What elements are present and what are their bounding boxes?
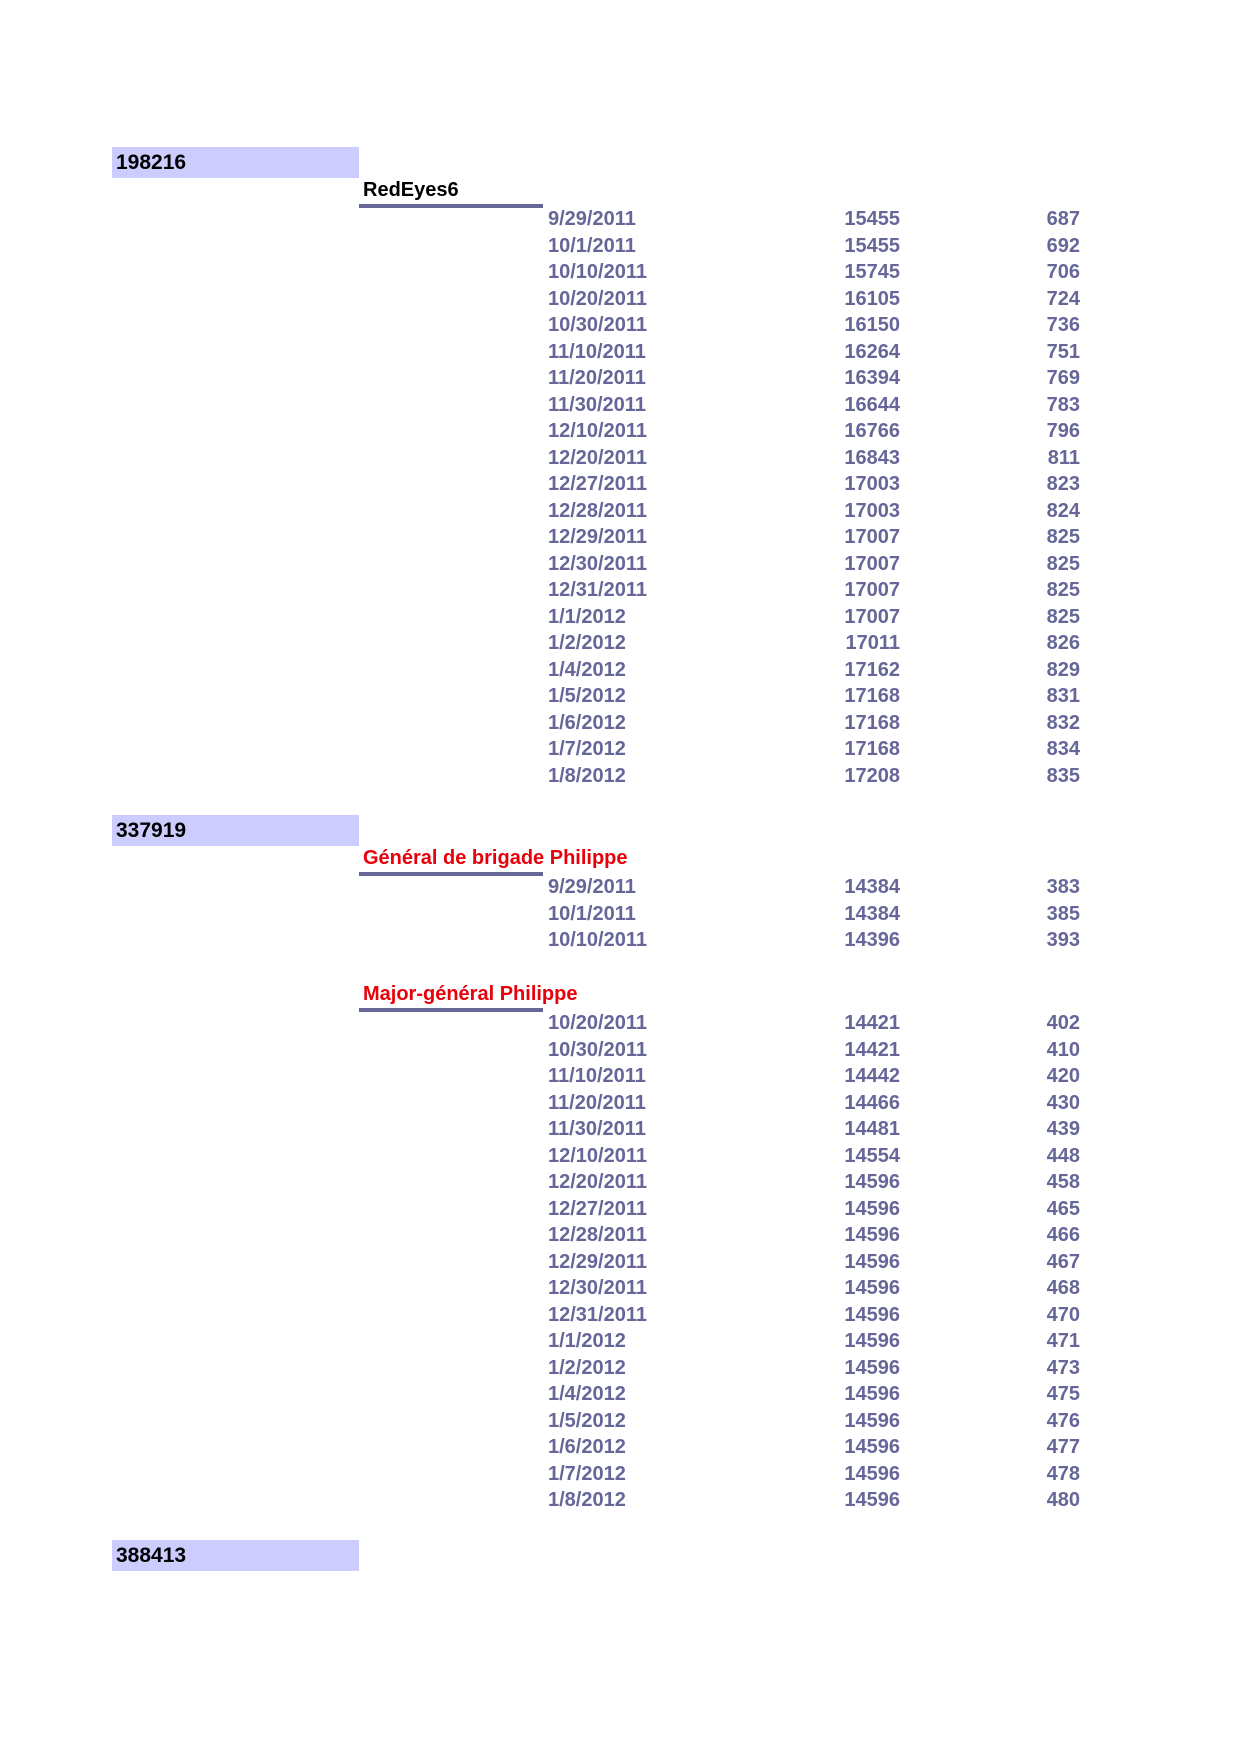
rank-cell: 736 xyxy=(1046,314,1080,336)
rank-cell: 826 xyxy=(1046,632,1080,654)
points-cell: 14596 xyxy=(844,1383,900,1405)
rank-cell: 383 xyxy=(1046,876,1080,898)
points-cell: 14596 xyxy=(844,1250,900,1273)
player-name: RedEyes6 xyxy=(363,179,459,201)
player-rows xyxy=(0,1010,1241,1514)
table-row xyxy=(0,418,1241,445)
group-id-cell: 337919 xyxy=(112,815,359,846)
points-cell: 14596 xyxy=(844,1171,900,1193)
table-row xyxy=(0,498,1241,525)
points-cell: 17011 xyxy=(845,632,900,654)
points-cell: 16644 xyxy=(844,393,900,416)
rank-cell: 835 xyxy=(1046,764,1080,787)
table-row xyxy=(0,551,1241,578)
rank-cell: 823 xyxy=(1046,473,1080,495)
table-row xyxy=(0,286,1241,313)
rank-cell: 796 xyxy=(1046,420,1080,442)
points-cell: 15455 xyxy=(844,208,900,230)
rank-cell: 473 xyxy=(1046,1356,1080,1379)
table-row xyxy=(0,445,1241,472)
player-rows xyxy=(0,206,1241,789)
table-row xyxy=(0,927,1241,954)
table-row xyxy=(0,1355,1241,1382)
date-cell: 12/28/2011 xyxy=(548,1224,647,1246)
date-cell: 11/30/2011 xyxy=(548,393,646,416)
rank-cell: 829 xyxy=(1046,658,1080,681)
points-cell: 14596 xyxy=(844,1356,900,1379)
rank-cell: 831 xyxy=(1046,685,1080,707)
points-cell: 15455 xyxy=(844,234,900,257)
points-cell: 17162 xyxy=(844,658,900,681)
date-cell: 12/27/2011 xyxy=(548,1197,647,1220)
table-row xyxy=(0,630,1241,657)
date-cell: 11/10/2011 xyxy=(548,340,646,363)
points-cell: 14421 xyxy=(844,1012,900,1034)
rank-cell: 478 xyxy=(1046,1462,1080,1485)
points-cell: 17168 xyxy=(844,685,900,707)
date-cell: 10/20/2011 xyxy=(548,287,647,310)
points-cell: 14596 xyxy=(844,1277,900,1299)
rank-cell: 477 xyxy=(1046,1436,1080,1458)
date-cell: 12/28/2011 xyxy=(548,499,647,522)
points-cell: 17007 xyxy=(844,605,900,628)
points-cell: 16105 xyxy=(844,287,900,310)
date-cell: 12/10/2011 xyxy=(548,420,647,442)
rank-cell: 751 xyxy=(1046,340,1080,363)
table-row xyxy=(0,1090,1241,1117)
table-row xyxy=(0,1461,1241,1488)
points-cell: 16150 xyxy=(844,314,900,336)
date-cell: 1/6/2012 xyxy=(548,711,626,734)
points-cell: 14554 xyxy=(844,1144,900,1167)
table-row xyxy=(0,1116,1241,1143)
date-cell: 12/29/2011 xyxy=(548,1250,647,1273)
rank-cell: 824 xyxy=(1046,499,1080,522)
rank-cell: 439 xyxy=(1046,1118,1080,1140)
rank-cell: 769 xyxy=(1046,367,1080,389)
date-cell: 10/1/2011 xyxy=(548,902,636,925)
date-cell: 9/29/2011 xyxy=(548,876,636,898)
table-row xyxy=(0,312,1241,339)
rank-cell: 692 xyxy=(1046,234,1080,257)
rank-cell: 687 xyxy=(1046,208,1080,230)
rank-cell: 468 xyxy=(1046,1277,1080,1299)
date-cell: 10/30/2011 xyxy=(548,314,647,336)
date-cell: 10/10/2011 xyxy=(548,929,647,951)
date-cell: 11/20/2011 xyxy=(548,1091,646,1114)
rank-cell: 811 xyxy=(1047,446,1080,469)
table-row xyxy=(0,657,1241,684)
date-cell: 10/1/2011 xyxy=(548,234,636,257)
points-cell: 14596 xyxy=(844,1303,900,1326)
points-cell: 17003 xyxy=(844,499,900,522)
rank-cell: 393 xyxy=(1046,929,1080,951)
points-cell: 16843 xyxy=(844,446,900,469)
rank-cell: 402 xyxy=(1046,1012,1080,1034)
points-cell: 17007 xyxy=(844,552,900,575)
points-cell: 17007 xyxy=(844,579,900,601)
date-cell: 11/30/2011 xyxy=(548,1118,646,1140)
date-cell: 12/29/2011 xyxy=(548,526,647,548)
rank-cell: 825 xyxy=(1046,552,1080,575)
points-cell: 17007 xyxy=(844,526,900,548)
player-name: Général de brigade Philippe xyxy=(363,847,628,869)
rank-cell: 475 xyxy=(1046,1383,1080,1405)
date-cell: 1/8/2012 xyxy=(548,1489,626,1511)
table-row xyxy=(0,901,1241,928)
rank-cell: 476 xyxy=(1046,1409,1080,1432)
rank-cell: 466 xyxy=(1046,1224,1080,1246)
table-row xyxy=(0,1302,1241,1329)
points-cell: 17208 xyxy=(844,764,900,787)
rank-cell: 385 xyxy=(1046,902,1080,925)
rank-cell: 706 xyxy=(1046,261,1080,283)
points-cell: 14466 xyxy=(844,1091,900,1114)
table-row xyxy=(0,1328,1241,1355)
rank-cell: 448 xyxy=(1046,1144,1080,1167)
table-row xyxy=(0,259,1241,286)
table-row xyxy=(0,1143,1241,1170)
table-row xyxy=(0,233,1241,260)
table-row xyxy=(0,365,1241,392)
group-id-cell: 388413 xyxy=(112,1540,359,1571)
date-cell: 1/4/2012 xyxy=(548,1383,626,1405)
rank-cell: 825 xyxy=(1046,605,1080,628)
rank-cell: 825 xyxy=(1046,579,1080,601)
points-cell: 14481 xyxy=(844,1118,900,1140)
rank-cell: 410 xyxy=(1046,1038,1080,1061)
rank-cell: 832 xyxy=(1046,711,1080,734)
table-row xyxy=(0,1063,1241,1090)
rank-cell: 825 xyxy=(1046,526,1080,548)
date-cell: 10/20/2011 xyxy=(548,1012,647,1034)
table-row xyxy=(0,1487,1241,1514)
points-cell: 14596 xyxy=(844,1462,900,1485)
date-cell: 12/20/2011 xyxy=(548,1171,647,1193)
points-cell: 14396 xyxy=(844,929,900,951)
date-cell: 12/10/2011 xyxy=(548,1144,647,1167)
points-cell: 14596 xyxy=(844,1330,900,1352)
table-row xyxy=(0,392,1241,419)
table-row xyxy=(0,1275,1241,1302)
date-cell: 11/10/2011 xyxy=(548,1065,646,1087)
date-cell: 1/1/2012 xyxy=(548,605,626,628)
rank-cell: 458 xyxy=(1046,1171,1080,1193)
rank-cell: 724 xyxy=(1046,287,1080,310)
table-row xyxy=(0,1249,1241,1276)
points-cell: 14596 xyxy=(844,1409,900,1432)
table-row xyxy=(0,710,1241,737)
rank-cell: 834 xyxy=(1046,738,1080,760)
date-cell: 12/27/2011 xyxy=(548,473,647,495)
rank-cell: 467 xyxy=(1046,1250,1080,1273)
group-id-cell: 198216 xyxy=(112,147,359,178)
table-row xyxy=(0,206,1241,233)
date-cell: 12/20/2011 xyxy=(548,446,647,469)
date-cell: 12/31/2011 xyxy=(548,579,647,601)
date-cell: 1/4/2012 xyxy=(548,658,626,681)
points-cell: 17168 xyxy=(844,711,900,734)
points-cell: 14384 xyxy=(844,902,900,925)
date-cell: 1/7/2012 xyxy=(548,738,626,760)
date-cell: 10/10/2011 xyxy=(548,261,647,283)
table-row xyxy=(0,1381,1241,1408)
player-rows xyxy=(0,874,1241,954)
points-cell: 16264 xyxy=(844,340,900,363)
points-cell: 14596 xyxy=(844,1197,900,1220)
date-cell: 10/30/2011 xyxy=(548,1038,647,1061)
rank-cell: 430 xyxy=(1046,1091,1080,1114)
table-row xyxy=(0,471,1241,498)
points-cell: 14596 xyxy=(844,1489,900,1511)
points-cell: 17168 xyxy=(844,738,900,760)
points-cell: 14442 xyxy=(844,1065,900,1087)
table-row xyxy=(0,604,1241,631)
points-cell: 15745 xyxy=(844,261,900,283)
date-cell: 12/30/2011 xyxy=(548,552,647,575)
date-cell: 1/5/2012 xyxy=(548,685,626,707)
table-row xyxy=(0,683,1241,710)
points-cell: 14596 xyxy=(844,1224,900,1246)
table-row xyxy=(0,524,1241,551)
table-row xyxy=(0,763,1241,790)
date-cell: 11/20/2011 xyxy=(548,367,646,389)
table-row xyxy=(0,1037,1241,1064)
points-cell: 14384 xyxy=(844,876,900,898)
table-row xyxy=(0,1408,1241,1435)
date-cell: 12/31/2011 xyxy=(548,1303,647,1326)
date-cell: 12/30/2011 xyxy=(548,1277,647,1299)
table-row xyxy=(0,736,1241,763)
table-row xyxy=(0,874,1241,901)
table-row xyxy=(0,1222,1241,1249)
rank-cell: 420 xyxy=(1046,1065,1080,1087)
table-row xyxy=(0,1169,1241,1196)
date-cell: 1/7/2012 xyxy=(548,1462,626,1485)
rank-cell: 480 xyxy=(1046,1489,1080,1511)
date-cell: 1/1/2012 xyxy=(548,1330,626,1352)
date-cell: 1/2/2012 xyxy=(548,1356,626,1379)
date-cell: 1/5/2012 xyxy=(548,1409,626,1432)
date-cell: 9/29/2011 xyxy=(548,208,636,230)
table-row xyxy=(0,339,1241,366)
table-row xyxy=(0,1010,1241,1037)
points-cell: 16394 xyxy=(844,367,900,389)
points-cell: 14421 xyxy=(844,1038,900,1061)
date-cell: 1/2/2012 xyxy=(548,632,626,654)
points-cell: 17003 xyxy=(844,473,900,495)
points-cell: 14596 xyxy=(844,1436,900,1458)
date-cell: 1/8/2012 xyxy=(548,764,626,787)
player-name: Major-général Philippe xyxy=(363,983,578,1005)
rank-cell: 783 xyxy=(1046,393,1080,416)
rank-cell: 471 xyxy=(1046,1330,1080,1352)
date-cell: 1/6/2012 xyxy=(548,1436,626,1458)
rank-cell: 470 xyxy=(1046,1303,1080,1326)
table-row xyxy=(0,577,1241,604)
table-row xyxy=(0,1196,1241,1223)
table-row xyxy=(0,1434,1241,1461)
points-cell: 16766 xyxy=(844,420,900,442)
rank-cell: 465 xyxy=(1046,1197,1080,1220)
